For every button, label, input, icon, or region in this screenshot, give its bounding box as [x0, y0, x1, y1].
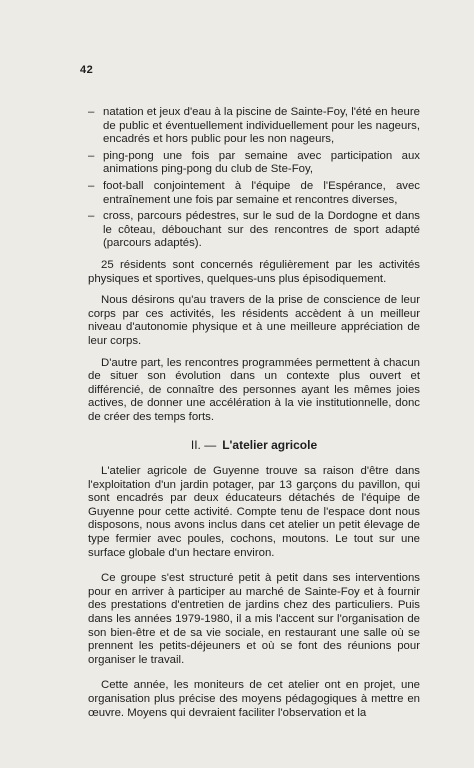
bullet-dash: –: [88, 210, 95, 223]
list-item: [88, 180, 420, 207]
page-number: 42: [80, 64, 94, 76]
list-item-text: natation et jeux d'eau à la piscine de Sainte-Foy, l'été en heure de public et éventuellement individuellement pour les nageurs, encadrés et hors public pour les non nageurs,: [103, 106, 420, 146]
list-item-text: foot-ball conjointement à l'équipe de l'Espérance, avec entraînement une fois par semaine et rencontres diverses,: [103, 179, 420, 206]
list-item: [88, 150, 420, 177]
paragraph: D'autre part, les rencontres programmées permettent à chacun de situer son évolution dans un contexte plus ouvert et différencié, de connaître des personnes ayant les mêmes joies actives, de donner une accélération à la vie institutionnelle, donc de créer des temps forts.: [88, 356, 420, 423]
list-item: [88, 106, 420, 147]
bullet-dash: –: [88, 179, 95, 192]
paragraph: L'atelier agricole de Guyenne trouve sa raison d'être dans l'exploitation d'un jardin potager, par 13 garçons du pavillon, qui sont encadrés par deux éducateurs détachés de l'équipe de Guyenne pour cette activité. Compte tenu de l'espace dont nous disposons, nous avons inclus dans cet atelier un petit élevage de type fermier avec poules, cochons, moutons. Le tout sur une surface globale d'un hectare environ.: [88, 465, 420, 559]
section-title: L'atelier agricole: [222, 438, 318, 453]
section-heading: [88, 439, 420, 453]
bullet-dash: –: [88, 106, 95, 118]
paragraph: 25 résidents sont concernés régulièrement par les activités physiques et sportives, quelques-uns plus épisodiquement.: [88, 258, 420, 285]
paragraph: Ce groupe s'est structuré petit à petit dans ses interventions pour en arriver à participer au marché de Sainte-Foy et à fournir des prestations d'entretien de jardins chez des particuliers. Puis dans les années 1979-1980, il a mis l'accent sur l'organisation de son bien-être et de sa vie sociale, en restaurant une salle où se prennent les petits-déjeuners et où se font des réunions pour organiser le travail.: [88, 572, 420, 666]
paragraph: Cette année, les moniteurs de cet atelier ont en projet, une organisation plus précise des moyens pédagogiques à mettre en œuvre. Moyens qui devraient faciliter l'observation et la: [88, 679, 420, 719]
bullet-dash: –: [88, 149, 95, 162]
list-item: [88, 210, 420, 251]
list-item-text: ping-pong une fois par semaine avec participation aux animations ping-pong du club de Ste-Foy,: [103, 149, 420, 176]
paragraph: Nous désirons qu'au travers de la prise de conscience de leur corps par ces activités, les résidents accèdent à un meilleur niveau d'autonomie physique et à une meilleure appréciation de leur corps.: [88, 294, 420, 347]
list-item-text: cross, parcours pédestres, sur le sud de la Dordogne et dans le côteau, débouchant sur des rencontres de sport adapté (parcours adaptés).: [103, 210, 420, 250]
body-text: [88, 106, 420, 720]
section-number: II. —: [190, 438, 217, 453]
